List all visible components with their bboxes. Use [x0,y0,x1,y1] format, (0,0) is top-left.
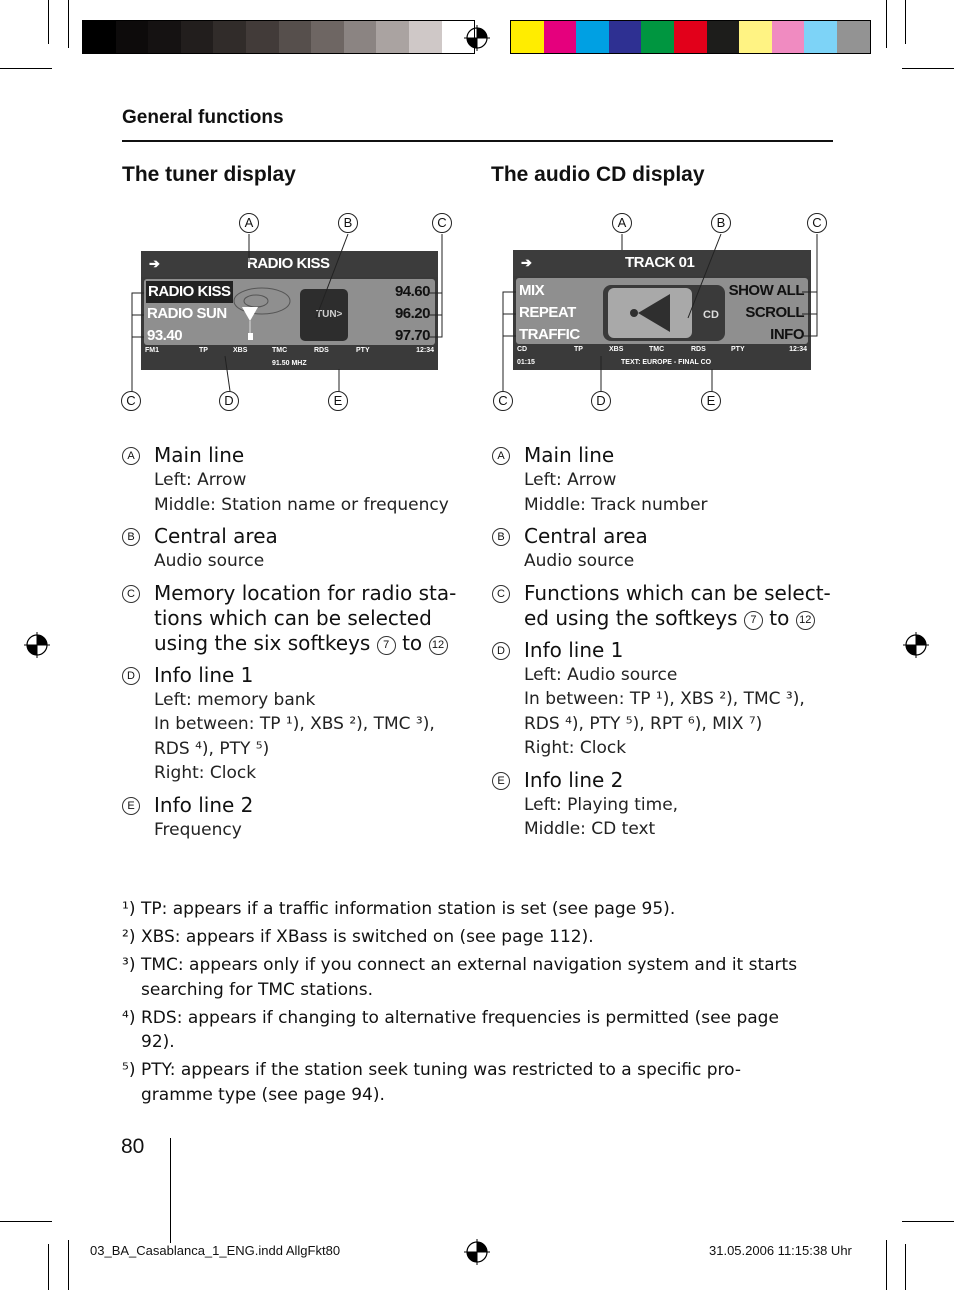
color-swatch [409,21,442,53]
list-item [492,638,837,761]
footnote [122,925,832,950]
item-title-text: ed using the softkeys [524,605,738,630]
callout-d: D [219,391,239,411]
footnote [122,953,832,1002]
header-rule [122,140,833,142]
color-swatch [837,21,870,53]
item-title: Central area [154,524,278,548]
tmc-indicator: TMC [272,347,288,354]
item-line: Left: Audio source [524,664,678,685]
color-swatch [311,21,344,53]
softkey-left-1[interactable]: RADIO KISS [146,281,233,303]
color-swatch [609,21,642,53]
item-line: Middle: Track number [524,494,708,515]
softkey-left-3[interactable]: TRAFFIC [519,326,580,343]
xbs-indicator: XBS [233,347,248,354]
color-swatch [279,21,312,53]
item-title: Info line 1 [154,662,254,687]
callout-b: B [711,213,731,233]
item-title: Info line 2 [154,792,254,817]
color-swatch [511,21,544,53]
item-title: Main line [524,443,615,467]
footnote-mark: ²) [122,927,136,947]
item-title-line [524,606,837,631]
registration-mark-icon [464,25,490,51]
softkey-7-icon: 7 [377,636,396,655]
registration-mark-icon [24,632,50,658]
item-title-line: Memory location for radio sta- [154,580,457,605]
color-swatch [674,21,707,53]
audio-source-label: CD [703,309,719,321]
softkey-left-2[interactable]: RADIO SUN [147,305,227,322]
registration-mark-icon [903,632,929,658]
color-swatch [148,21,181,53]
softkey-12-icon: 12 [796,611,815,630]
footnote-line: TP: appears if a traffic information station is set (see page 95). [141,899,676,919]
callout-c-bottom: C [493,391,513,411]
gray-ramp-bar [82,20,475,54]
tuner-display-title: The tuner display [122,163,296,186]
clock: 12:34 [789,346,807,353]
list-item [122,581,467,656]
item-title: Main line [154,443,245,467]
xbs-indicator: XBS [609,346,624,353]
callout-c: C [432,213,452,233]
arrow-icon: ➔ [149,256,160,271]
color-swatch [213,21,246,53]
footnote-mark: ⁵) [122,1060,136,1080]
softkey-right-2[interactable]: 96.20 [394,305,430,322]
softkey-7-icon: 7 [744,611,763,630]
callout-a: A [612,213,632,233]
softkey-right-2[interactable]: SCROLL [745,304,804,321]
cd-display-title: The audio CD display [491,163,705,186]
item-marker: A [492,447,510,465]
date-slug: 31.05.2006 11:15:38 Uhr [709,1243,852,1258]
footnote-line: PTY: appears if the station seek tuning was restricted to a specific pro- [141,1060,742,1080]
softkey-12-icon: 12 [429,636,448,655]
callout-d: D [591,391,611,411]
item-line: Audio source [154,551,265,571]
item-title-line: tions which can be selected [154,605,432,630]
tmc-indicator: TMC [649,346,665,353]
arrow-icon: ➔ [521,255,532,270]
footnote [122,1058,832,1107]
callout-e: E [701,391,721,411]
list-item [122,524,467,574]
list-item [122,793,467,843]
file-slug: 03_BA_Casablanca_1_ENG.indd AllgFkt80 [90,1243,341,1258]
item-title: Info line 2 [524,767,624,792]
tp-indicator: TP [199,347,208,354]
footnotes [122,897,832,1111]
item-marker: C [122,585,140,603]
softkey-left-1[interactable]: MIX [519,282,545,299]
color-swatch [116,21,149,53]
color-swatch [246,21,279,53]
callout-e: E [328,391,348,411]
softkey-right-3[interactable]: 97.70 [394,327,430,344]
item-line: Middle: Station name or frequency [154,494,449,515]
callout-a: A [239,213,259,233]
color-swatch [739,21,772,53]
memory-bank: FM1 [145,347,159,354]
rds-indicator: RDS [691,346,706,353]
footnote [122,897,832,922]
color-swatch [641,21,674,53]
item-marker: B [122,528,140,546]
color-swatch [804,21,837,53]
footnote [122,1006,832,1055]
item-marker: C [492,585,510,603]
callout-b: B [338,213,358,233]
item-line: Left: Arrow [524,470,617,490]
color-swatch [576,21,609,53]
footnote-line: XBS: appears if XBass is switched on (see page 112). [141,927,594,947]
cd-callout-lines [490,210,830,415]
cd-description-list [492,443,837,849]
list-item [122,443,467,517]
item-line: Frequency [154,819,242,840]
cd-text: TEXT: EUROPE - FINAL CO [621,359,712,366]
color-swatch [707,21,740,53]
footnote-mark: ¹) [122,899,136,919]
item-line: RDS ⁴), PTY ⁵) [154,738,270,759]
item-marker: D [492,642,510,660]
track-number: TRACK 01 [625,254,695,271]
station-name: RADIO KISS [247,255,330,272]
footnote-mark: ³) [122,955,136,975]
registration-mark-icon [464,1239,490,1265]
clock: 12:34 [416,347,434,354]
item-line: Right: Clock [524,738,627,758]
item-title-text: using the six softkeys [154,630,371,655]
item-marker: B [492,528,510,546]
footnote-line: 92). [141,1032,175,1052]
item-line: Left: memory bank [154,689,316,710]
color-swatch [772,21,805,53]
item-marker: D [122,667,140,685]
footnote-mark: ⁴) [122,1007,136,1028]
pty-indicator: PTY [356,347,370,354]
item-title-line: Functions which can be select- [524,580,831,605]
footnote-line: searching for TMC stations. [141,979,374,1000]
tuner-description-list [122,443,467,849]
process-color-bar [510,20,871,54]
pty-indicator: PTY [731,346,745,353]
softkey-right-3[interactable]: INFO [770,326,804,343]
color-swatch [376,21,409,53]
item-line: In between: TP ¹), XBS ²), TMC ³), [154,714,435,734]
item-marker: E [122,797,140,815]
item-title-text: to [769,605,790,630]
list-item [492,524,837,574]
section-heading: General functions [122,107,284,128]
callout-c-bottom: C [121,391,141,411]
audio-source: CD [517,346,528,353]
tuner-callout-lines [120,210,460,415]
item-line: Audio source [524,551,635,571]
item-marker: E [492,772,510,790]
color-swatch [83,21,116,53]
softkey-left-3[interactable]: 93.40 [147,327,183,344]
page-number-rule [170,1138,171,1243]
item-line: Middle: CD text [524,819,656,839]
item-title-text: to [402,630,423,655]
softkey-left-2[interactable]: REPEAT [519,304,576,321]
footnote-line: TMC: appears only if you connect an external navigation system and it starts [141,955,798,975]
list-item [122,663,467,786]
item-line: Left: Arrow [154,470,247,490]
callout-c: C [807,213,827,233]
color-swatch [181,21,214,53]
audio-source-label: TUN> [316,309,343,320]
color-swatch [544,21,577,53]
item-line: Left: Playing time, [524,794,679,815]
item-line: RDS ⁴), PTY ⁵), RPT ⁶), MIX ⁷) [524,713,763,734]
item-line: Right: Clock [154,763,257,783]
softkey-right-1[interactable]: 94.60 [394,283,430,300]
item-title: Info line 1 [524,637,624,662]
item-marker: A [122,447,140,465]
playing-time: 01:15 [517,359,535,366]
footnote-line: gramme type (see page 94). [141,1084,385,1105]
list-item [492,443,837,517]
page-number: 80 [121,1135,145,1158]
item-title-line [154,631,467,656]
list-item [492,581,837,631]
tp-indicator: TP [574,346,583,353]
frequency: 91.50 MHZ [272,360,307,367]
color-swatch [344,21,377,53]
item-title: Central area [524,524,648,548]
rds-indicator: RDS [314,347,329,354]
list-item [492,768,837,842]
softkey-right-1[interactable]: SHOW ALL [728,282,804,299]
item-line: In between: TP ¹), XBS ²), TMC ³), [524,689,805,709]
footnote-line: RDS: appears if changing to alternative frequencies is permitted (see page [141,1007,779,1028]
